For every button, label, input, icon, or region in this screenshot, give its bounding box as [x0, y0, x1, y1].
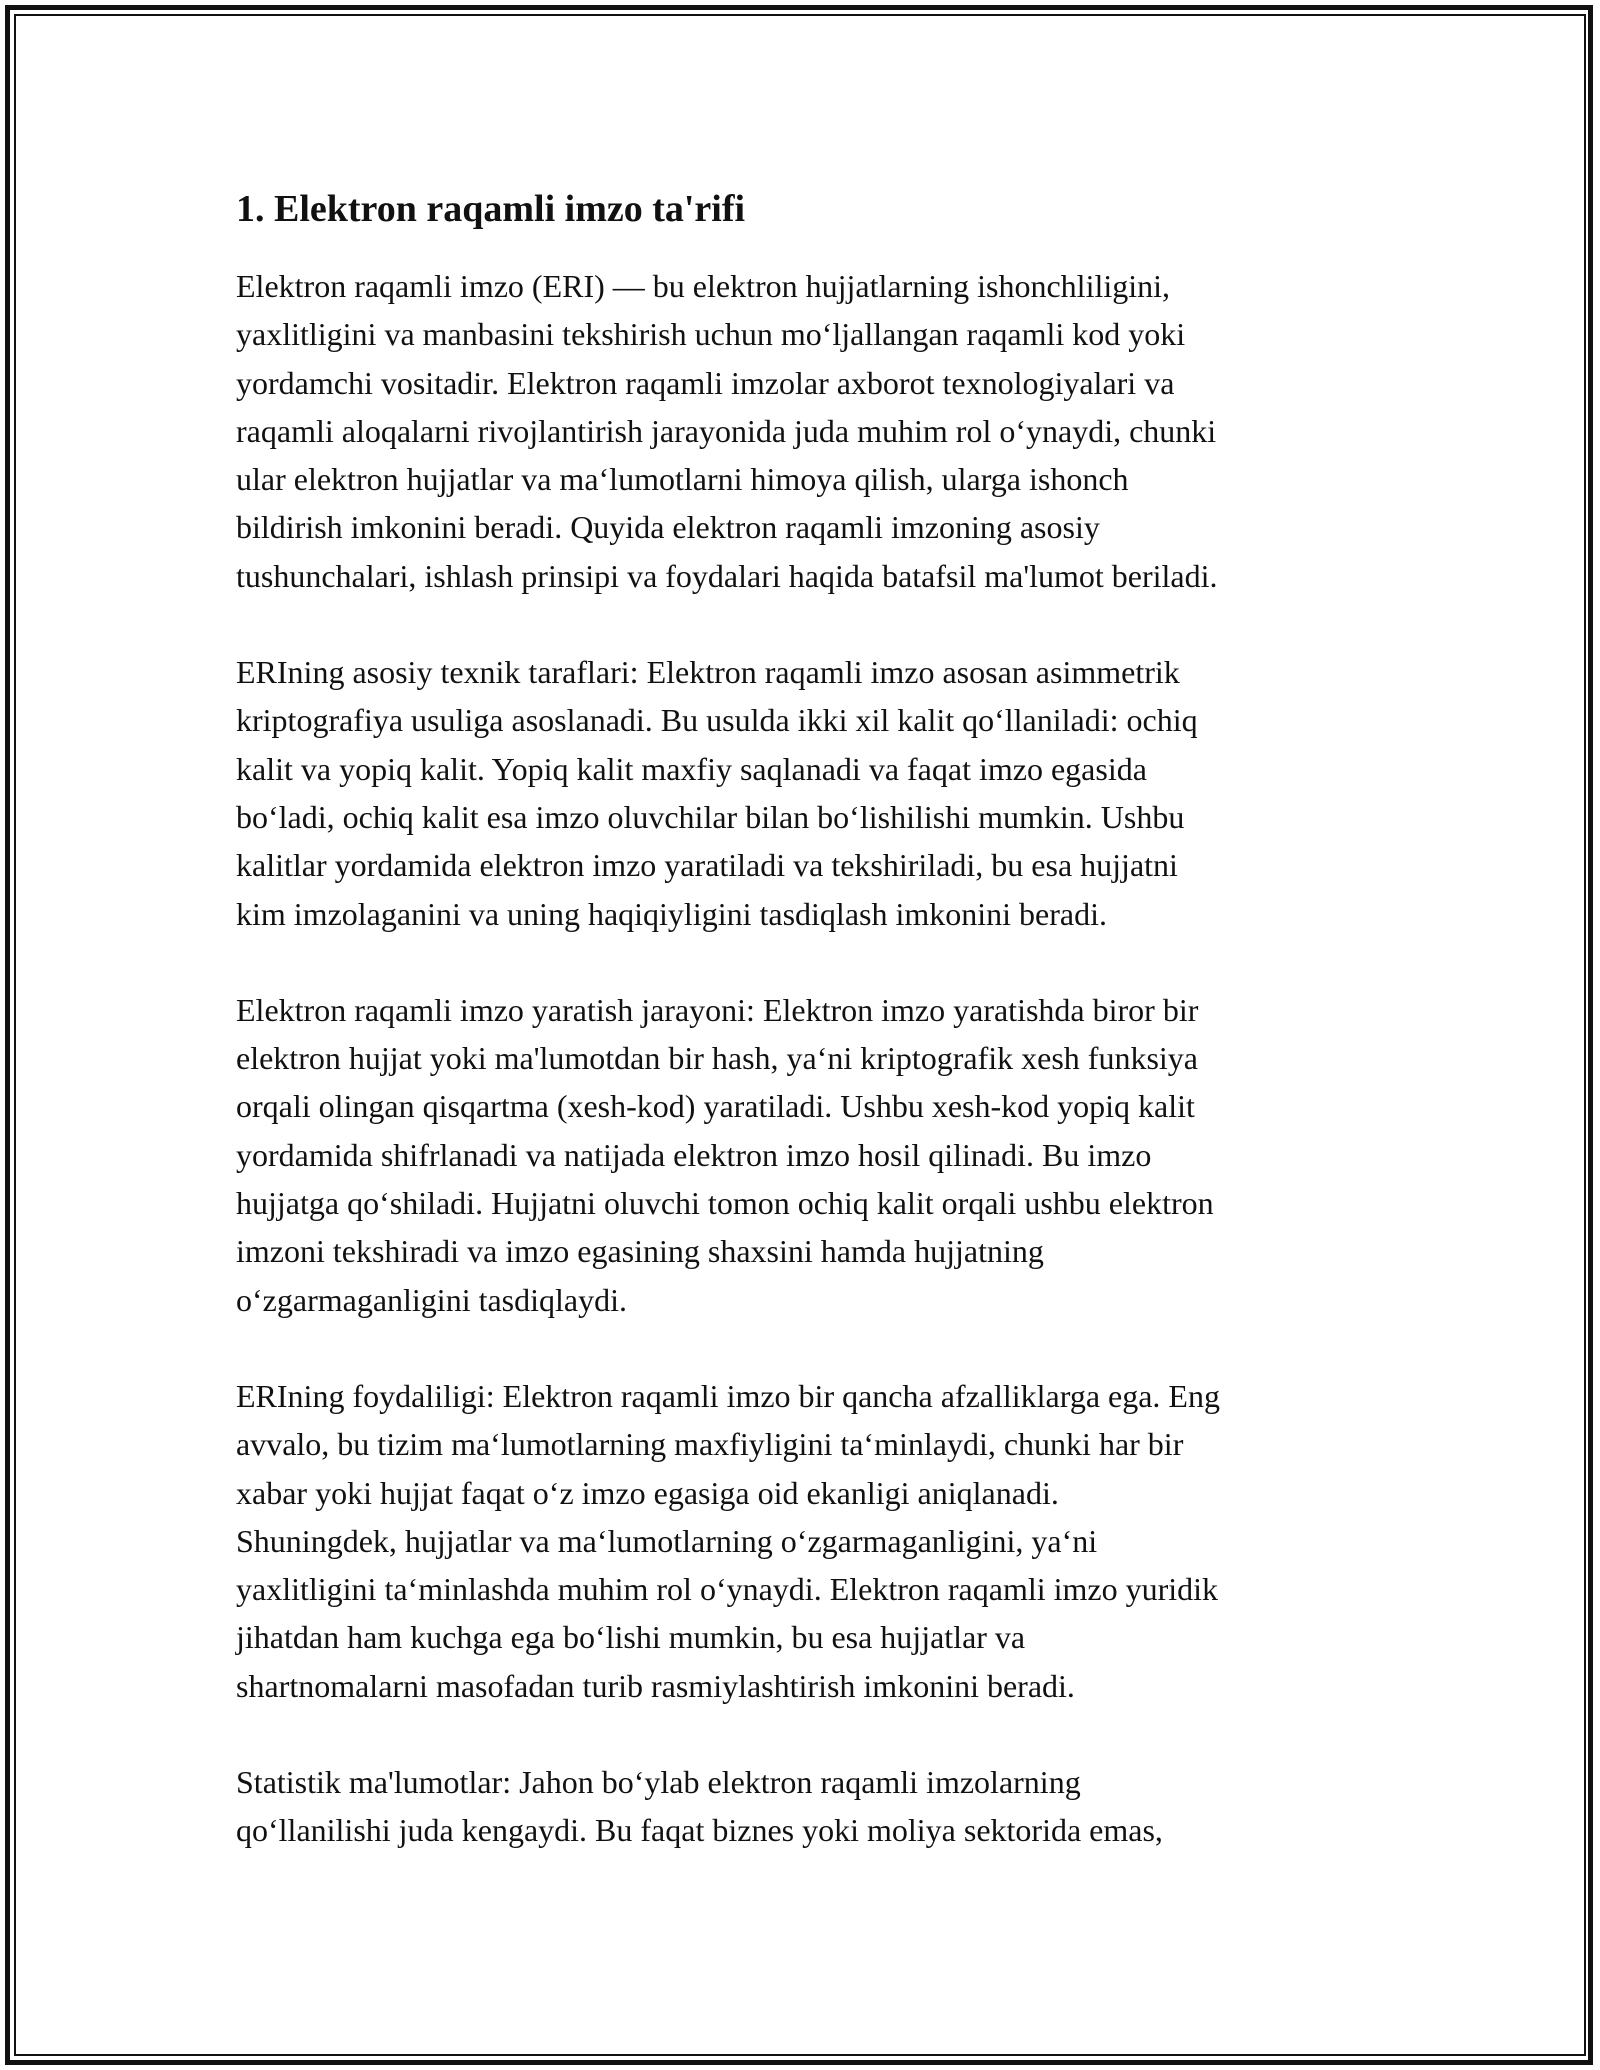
- text-line: orqali olingan qisqartma (xesh-kod) yaratiladi. Ushbu xesh-kod yopiq kalit: [236, 1088, 1195, 1125]
- text-line: Elektron raqamli imzo yaratish jarayoni: Elektron imzo yaratishda biror bir: [236, 991, 1199, 1028]
- text-line: xabar yoki hujjat faqat o‘z imzo egasiga oid ekanligi aniqlanadi.: [236, 1474, 1059, 1511]
- text-line: bo‘ladi, ochiq kalit esa imzo oluvchilar bilan bo‘lishilishi mumkin. Ushbu: [236, 798, 1185, 835]
- text-line: ERIning asosiy texnik taraflari: Elektron raqamli imzo asosan asimmetrik: [236, 654, 1180, 691]
- text-line: kriptografiya usuliga asoslanadi. Bu usulda ikki xil kalit qo‘llaniladi: ochiq: [236, 702, 1198, 739]
- text-line: qo‘llanilishi juda kengaydi. Bu faqat biznes yoki moliya sektorida emas,: [236, 1812, 1163, 1849]
- text-line: kalitlar yordamida elektron imzo yaratiladi va tekshiriladi, bu esa hujjatni: [236, 847, 1178, 884]
- text-line: tushunchalari, ishlash prinsipi va foydalari haqida batafsil ma'lumot beriladi.: [236, 557, 1218, 594]
- text-line: Statistik ma'lumotlar: Jahon bo‘ylab elektron raqamli imzolarning: [236, 1764, 1081, 1801]
- text-line: yordamchi vositadir. Elektron raqamli imzolar axborot texnologiyalari va: [236, 364, 1175, 401]
- text-line: bildirish imkonini beradi. Quyida elektron raqamli imzoning asosiy: [236, 509, 1100, 546]
- text-line: raqamli aloqalarni rivojlantirish jarayonida juda muhim rol o‘ynaydi, chunki: [236, 412, 1217, 449]
- paragraph-statistics: [236, 1758, 1376, 1855]
- text-line: kalit va yopiq kalit. Yopiq kalit maxfiy saqlanadi va faqat imzo egasida: [236, 750, 1147, 787]
- text-line: yordamida shifrlanadi va natijada elektron imzo hosil qilinadi. Bu imzo: [236, 1136, 1152, 1173]
- text-line: ERIning foydaliligi: Elektron raqamli imzo bir qancha afzalliklarga ega. Eng: [236, 1377, 1220, 1414]
- text-line: imzoni tekshiradi va imzo egasining shaxsini hamda hujjatning: [236, 1233, 1044, 1270]
- text-line: jihatdan ham kuchga ega bo‘lishi mumkin, bu esa hujjatlar va: [236, 1619, 1026, 1656]
- text-line: ular elektron hujjatlar va ma‘lumotlarni himoya qilish, ularga ishonch: [236, 461, 1129, 498]
- paragraph-benefits: [236, 1372, 1376, 1710]
- text-line: Elektron raqamli imzo (ERI) — bu elektron hujjatlarning ishonchliligini,: [236, 268, 1171, 304]
- text-line: avvalo, bu tizim ma‘lumotlarning maxfiyligini ta‘minlaydi, chunki har bir: [236, 1426, 1184, 1463]
- paragraph-definition: [236, 262, 1376, 600]
- text-line: shartnomalarni masofadan turib rasmiylashtirish imkonini beradi.: [236, 1667, 1075, 1704]
- text-line: kim imzolaganini va uning haqiqiyligini tasdiqlash imkonini beradi.: [236, 895, 1107, 932]
- text-line: o‘zgarmaganligini tasdiqlaydi.: [236, 1281, 627, 1318]
- text-line: yaxlitligini va manbasini tekshirish uchun mo‘ljallangan raqamli kod yoki: [236, 316, 1186, 353]
- text-line: yaxlitligini ta‘minlashda muhim rol o‘ynaydi. Elektron raqamli imzo yuridik: [236, 1571, 1219, 1608]
- section-heading: 1. Elektron raqamli imzo ta'rifi: [236, 188, 746, 230]
- document-body: [236, 186, 1376, 1855]
- text-line: Shuningdek, hujjatlar va ma‘lumotlarning o‘zgarmaganligini, ya‘ni: [236, 1522, 1098, 1559]
- paragraph-creation-process: [236, 986, 1376, 1324]
- paragraph-technical-aspects: [236, 648, 1376, 938]
- text-line: elektron hujjat yoki ma'lumotdan bir hash, ya‘ni kriptografik xesh funksiya: [236, 1040, 1198, 1077]
- text-line: hujjatga qo‘shiladi. Hujjatni oluvchi tomon ochiq kalit orqali ushbu elektron: [236, 1185, 1214, 1222]
